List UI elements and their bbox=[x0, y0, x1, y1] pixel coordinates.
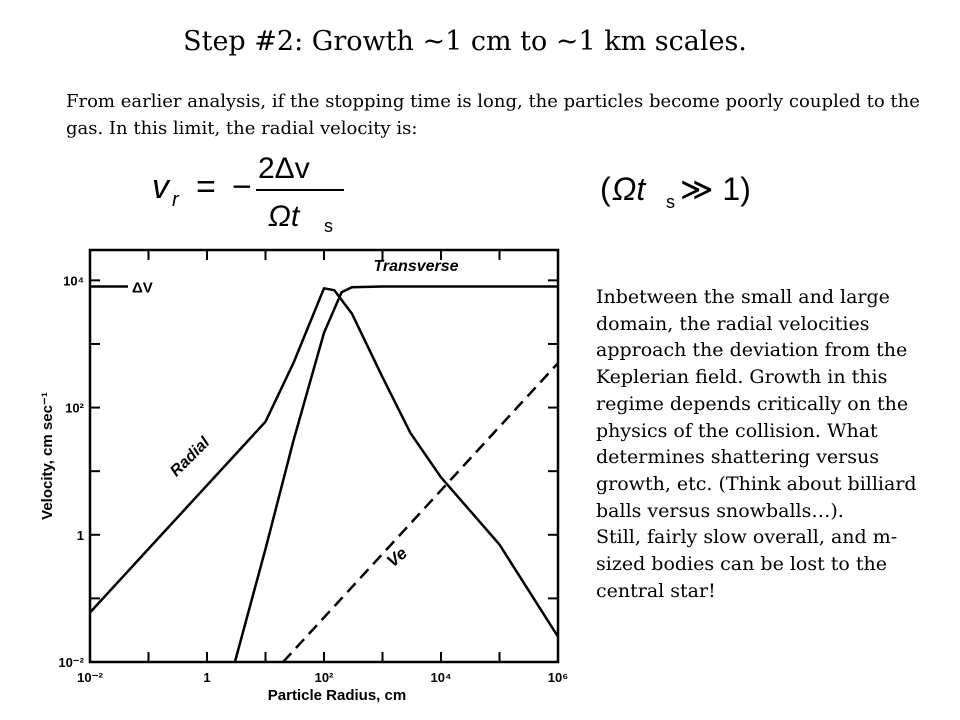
condition-expression bbox=[598, 160, 768, 220]
eq-sign: − bbox=[232, 168, 252, 206]
slide-title: Step #2: Growth ~1 cm to ~1 km scales. bbox=[183, 26, 747, 57]
radial-label: Radial bbox=[167, 434, 214, 481]
intro-paragraph: From earlier analysis, if the stopping time is long, the particles become poorly coupled to the gas. In this limit, the radial velocity is: bbox=[66, 91, 920, 139]
y-tick-label: 10² bbox=[65, 400, 84, 416]
y-tick-label: 1 bbox=[76, 527, 84, 543]
eq-lhs-sub: r bbox=[172, 189, 179, 211]
y-axis-label: Velocity, cm sec⁻¹ bbox=[39, 392, 56, 520]
velocity-chart bbox=[30, 238, 578, 716]
side-explanation bbox=[596, 284, 936, 604]
radial-curve bbox=[90, 288, 558, 636]
plot-frame bbox=[90, 250, 558, 662]
side-paragraph-1: Inbetween the small and large domain, the radial velocities approach the deviation from the Keplerian field. Growth in this regime depends critically on the physics of the collision. What determines shattering versus growth, etc. (Think about billiard balls versus snowballs…). bbox=[596, 286, 917, 522]
radial-velocity-equation bbox=[140, 140, 350, 236]
y-tick-label: 10⁴ bbox=[63, 273, 84, 289]
x-tick-label: 10⁻² bbox=[77, 670, 103, 685]
eq-denominator-sub: s bbox=[324, 216, 333, 236]
x-tick-label: 1 bbox=[203, 670, 211, 685]
eq-lhs: v bbox=[152, 168, 169, 206]
x-tick-label: 10⁴ bbox=[430, 670, 452, 685]
transverse-label: Transverse bbox=[373, 258, 459, 276]
x-axis-label: Particle Radius, cm bbox=[267, 687, 407, 704]
cond-sub: s bbox=[666, 192, 675, 212]
cond-symbol: Ωt bbox=[612, 171, 646, 207]
cond-relation: ≫ 1) bbox=[680, 171, 751, 207]
transverse-curve bbox=[235, 287, 558, 663]
ve-label: Ve bbox=[383, 543, 411, 572]
eq-equals: = bbox=[196, 168, 216, 206]
x-tick-label: 10⁶ bbox=[547, 670, 569, 685]
eq-numerator: 2Δv bbox=[258, 152, 310, 185]
delta-v-label: ΔV bbox=[132, 279, 153, 297]
y-tick-label: 10⁻² bbox=[58, 655, 84, 670]
eq-denominator: Ωt bbox=[268, 200, 300, 233]
side-paragraph-2: Still, fairly slow overall, and m-sized bodies can be lost to the central star! bbox=[596, 526, 898, 602]
ve-curve bbox=[283, 363, 558, 662]
x-tick-label: 10² bbox=[314, 670, 334, 685]
cond-open: ( bbox=[600, 171, 611, 207]
